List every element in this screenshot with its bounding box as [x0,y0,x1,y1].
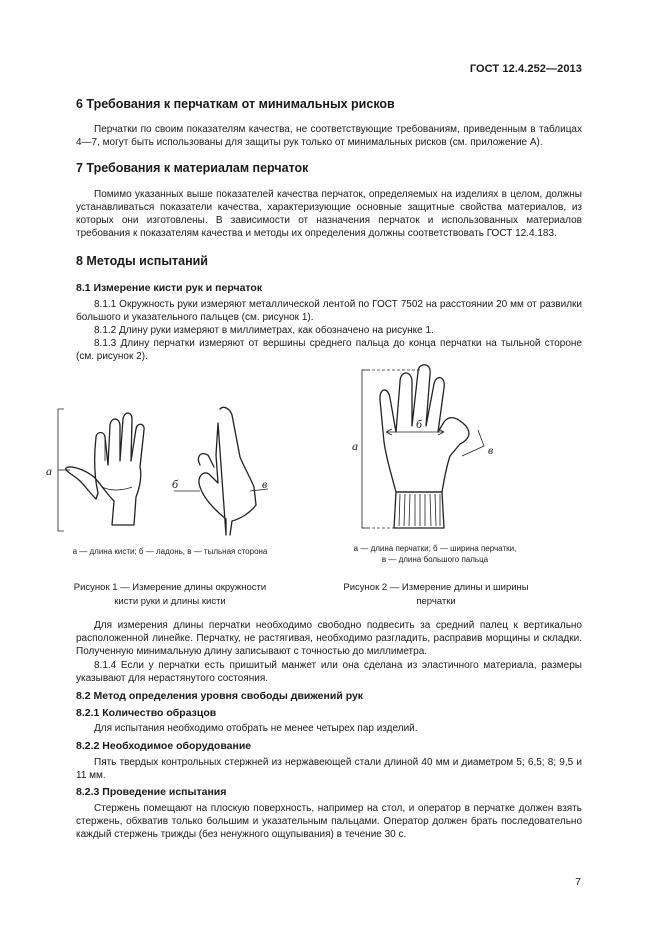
figure-1-label-v: в [262,477,268,491]
figure-1-label-a: а [46,464,52,478]
section-7-paragraph: Помимо указанных выше показателей качества перчаток, определяемых на изделиях в целом, должны устанавливаться показатели качества, характеризующие основные защитные свойства материалов, из которых они изготовлены. В зависимости от назначения перчаток и использованных материалов требования к показателям качества и методы их определения должны соответствовать ГОСТ 12.4.183. [76,189,582,239]
paragraph-8-2-3: Стержень помещают на плоскую поверхность, например на стол, и оператор в перчатке должен взять стержень, обхватив только большим и указательным пальцами. Оператор должен брать последовательно каждый стержень трижды (без ненужного ощупывания) в течение 30 с. [76,803,582,840]
figure-2-label-a: а [352,439,358,453]
glove-measurement-paragraph: Для измерения длины перчатки необходимо свободно подвесить за средний палец к вертикально расположенной линейке. Перчатку, не растягивая, необходимо разгладить, расправив морщины и складки. Полученную минимальную длину записывают с точностью до миллиметра. [76,620,582,657]
figure-2-label-v: в [488,443,494,457]
standard-number: ГОСТ 12.4.252—2013 [469,63,582,75]
figure-1-label-b: б [172,477,179,491]
page-number: 7 [575,876,581,888]
section-6-paragraph: Перчатки по своим показателям качества, не соответствующие требованиям, приведенным в таблицах 4—7, могут быть использованы для защиты рук только от минимальных рисков (см. приложение А). [76,124,582,148]
paragraph-8-1-2: 8.1.2 Длину руки измеряют в миллиметрах, как обозначено на рисунке 1. [94,325,434,336]
subsection-8-1-heading: 8.1 Измерение кисти рук и перчаток [76,282,263,294]
figure-2-legend-line-1: а — длина перчатки; б — ширина перчатки, [353,544,517,553]
subsection-8-2-3-heading: 8.2.3 Проведение испытания [76,786,227,798]
figure-1-hand-drawing [46,395,290,545]
paragraph-8-1-3: 8.1.3 Длину перчатки измеряют от вершины среднего пальца до конца перчатки на тыльной стороне (см. рисунок 2). [76,338,582,362]
paragraph-8-1-1: 8.1.1 Окружность руки измеряют металлической лентой по ГОСТ 7502 на расстоянии 20 мм от развилки большого и указательного пальцев (см. рисунок 1). [76,299,582,323]
section-7-heading: 7 Требования к материалам перчаток [76,161,309,175]
figure-1-caption-line-1: Рисунок 1 — Измерение длины окружности [73,582,267,593]
figure-2-caption-line-1: Рисунок 2 — Измерение длины и ширины [343,582,529,593]
subsection-8-2-1-heading: 8.2.1 Количество образцов [76,707,217,719]
figure-1-legend: а — длина кисти; б — ладонь, в — тыльная сторона [72,547,268,556]
figure-2-label-b: б [416,417,423,431]
subsection-8-2-2-heading: 8.2.2 Необходимое оборудование [76,740,252,752]
figure-2-legend-line-2: в — длина большого пальца [381,555,489,564]
figure-2-glove-drawing [340,360,520,540]
section-8-heading: 8 Методы испытаний [76,254,208,268]
paragraph-8-2-2: Пять твердых контрольных стержней из нержавеющей стали длиной 40 мм и диаметром 5; 6,5; 8; 9,5 и 11 мм. [76,757,582,781]
figure-2-caption-line-2: перчатки [416,596,456,607]
section-6-heading: 6 Требования к перчаткам от минимальных рисков [76,97,395,111]
paragraph-8-2-1: Для испытания необходимо отобрать не менее четырех пар изделий. [94,723,418,734]
paragraph-8-1-4: 8.1.4 Если у перчатки есть пришитый манжет или она сделана из эластичного материала, размеры указывают для нерастянутого состояния. [76,660,582,684]
figure-1-caption-line-2: кисти руки и длины кисти [114,596,226,607]
subsection-8-2-heading: 8.2 Метод определения уровня свободы движений рук [76,690,364,702]
